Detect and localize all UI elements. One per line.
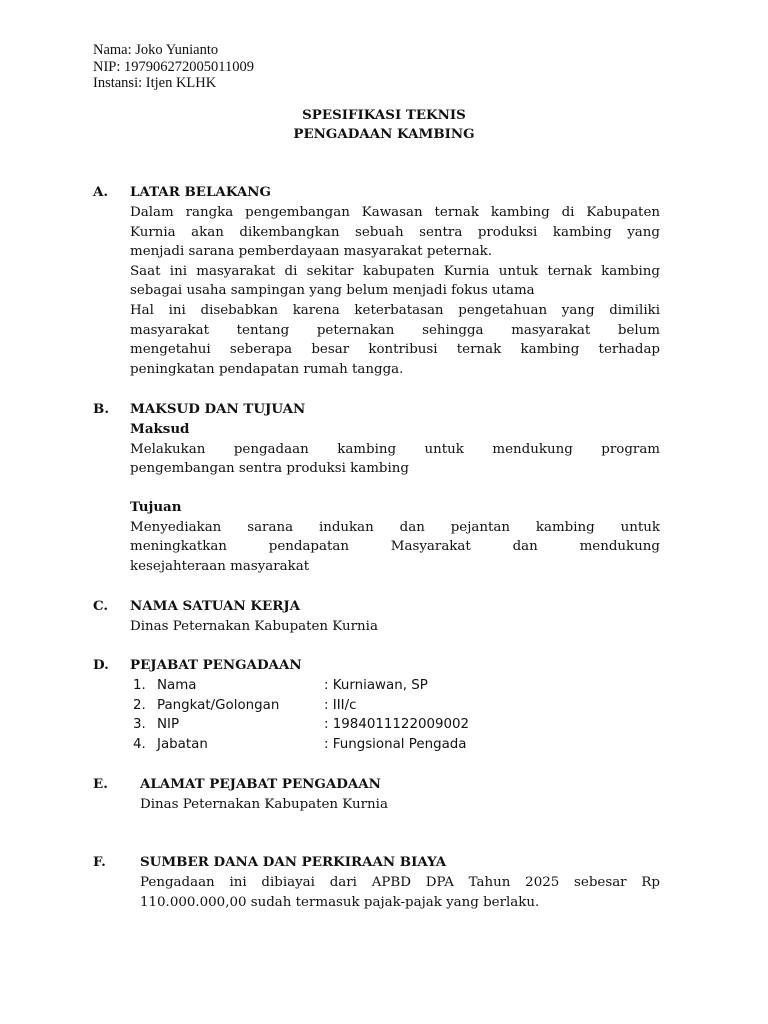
section-c-body [130, 617, 660, 637]
item-value: : III/c [324, 697, 357, 713]
item-label: Pangkat/Golongan [157, 697, 280, 713]
section-a-body [130, 203, 660, 379]
section-f-body [140, 873, 660, 912]
section-d-heading: PEJABAT PENGADAAN [130, 657, 302, 673]
author-name: Nama: Joko Yunianto [93, 42, 219, 58]
section-b-tujuan [130, 498, 660, 576]
section-e-body [140, 795, 660, 815]
section-c-heading: NAMA SATUAN KERJA [130, 598, 301, 614]
section-a-heading: LATAR BELAKANG [130, 184, 271, 200]
item-label: Jabatan [157, 736, 208, 752]
section-a-line: mengetahui seberapa besar kontribusi ternak kambing terhadap [130, 342, 660, 358]
section-b-maksud [130, 420, 660, 479]
section-a-line: Kurnia akan dikembangkan sebuah sentra produksi kambing yang [130, 224, 660, 240]
funding-line: 110.000.000,00 sudah termasuk pajak-pajak yang berlaku. [140, 894, 540, 910]
item-number: 4. [133, 736, 146, 752]
section-e-letter: E. [93, 776, 108, 792]
section-a-line: peningkatan pendapatan rumah tangga. [130, 361, 404, 377]
section-c-letter: C. [93, 598, 109, 614]
item-value: : Fungsional Pengada [324, 736, 467, 752]
section-d-letter: D. [93, 657, 109, 673]
maksud-title: Maksud [130, 421, 190, 437]
item-number: 1. [133, 678, 146, 693]
funding-line: Pengadaan ini dibiayai dari APBD DPA Tahun 2025 sebesar Rp [140, 875, 660, 890]
tujuan-line: meningkatkan pendapatan Masyarakat dan mendukung [130, 539, 660, 555]
tujuan-line: kesejahteraan masyarakat [130, 558, 310, 574]
item-value: : Kurniawan, SP [324, 678, 428, 693]
maksud-line: Melakukan pengadaan kambing untuk mendukung program [130, 441, 660, 457]
tujuan-line: Menyediakan sarana indukan dan pejantan kambing untuk [130, 519, 660, 535]
section-a-line: Dalam rangka pengembangan Kawasan ternak kambing di Kabupaten [130, 205, 660, 220]
item-number: 2. [133, 697, 146, 713]
document-title-line2: PENGADAAN KAMBING [293, 126, 475, 142]
author-info [93, 42, 254, 92]
author-nip: NIP: 197906272005011009 [93, 58, 254, 75]
maksud-line: pengembangan sentra produksi kambing [130, 461, 409, 477]
author-institution: Instansi: Itjen KLHK [93, 75, 217, 91]
work-unit-name: Dinas Peternakan Kabupaten Kurnia [130, 619, 378, 634]
section-a-line: sebagai usaha sampingan yang belum menjadi fokus utama [130, 283, 535, 299]
official-address: Dinas Peternakan Kabupaten Kurnia [140, 797, 388, 812]
item-label: NIP [157, 717, 180, 733]
tujuan-title: Tujuan [130, 499, 182, 515]
item-label: Nama [157, 678, 197, 693]
section-a-letter: A. [93, 184, 109, 200]
section-b-heading: MAKSUD DAN TUJUAN [130, 401, 306, 417]
section-a-line: Saat ini masyarakat di sekitar kabupaten Kurnia untuk ternak kambing [130, 263, 660, 279]
section-f-letter: F. [93, 854, 106, 870]
item-value: : 1984011122009002 [324, 717, 470, 733]
section-a-line: Hal ini disebabkan karena keterbatasan pengetahuan yang dimiliki [130, 302, 660, 318]
section-e-heading: ALAMAT PEJABAT PENGADAAN [140, 776, 381, 792]
item-number: 3. [133, 717, 146, 733]
section-a-line: menjadi sarana pemberdayaan masyarakat peternak. [130, 244, 493, 260]
section-b-letter: B. [93, 401, 109, 417]
section-f-heading: SUMBER DANA DAN PERKIRAAN BIAYA [140, 854, 447, 870]
section-a-line: masyarakat tentang peternakan sehingga masyarakat belum [130, 322, 660, 338]
document-title-line1: SPESIFIKASI TEKNIS [302, 107, 466, 123]
